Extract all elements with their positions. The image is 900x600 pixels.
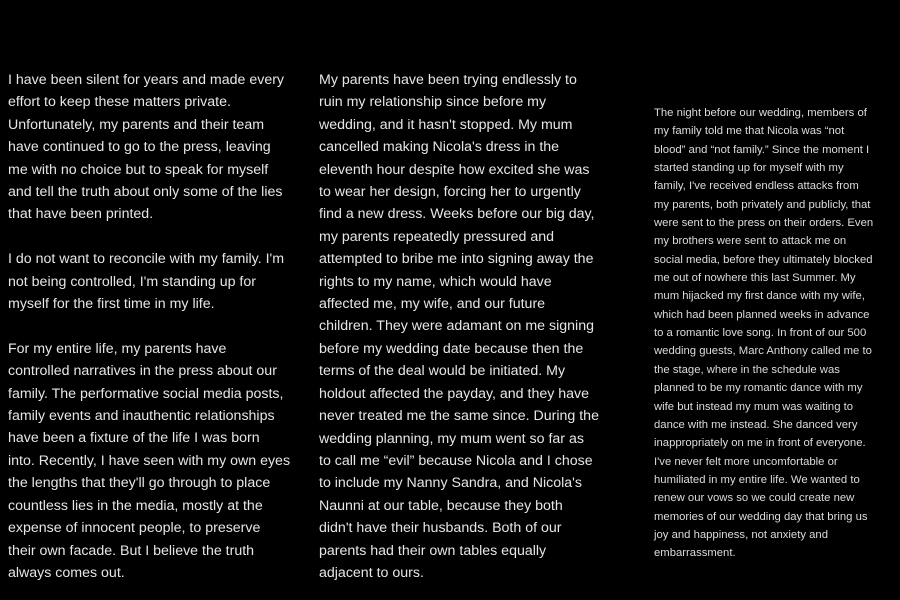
statement-column-left [8, 69, 304, 584]
paragraph-narratives: For my entire life, my parents have controlled narratives in the press about our family. The performative social media posts, family events and inauthentic relationships have been a fixture of the life I was born into. Recently, I have seen with my own eyes the lengths that they'll go through to place countless lies in the media, mostly at the expense of innocent people, to preserve their own facade. But I believe the truth always comes out. [8, 340, 291, 581]
statement-column-middle [319, 69, 619, 584]
paragraph-wedding: My parents have been trying endlessly to ruin my relationship since before my wedding, and it hasn't stopped. My mum cancelled making Nicola's dress in the eleventh hour despite how excited she was to wear her design, forcing her to urgently find a new dress. Weeks before our big day, my parents repeatedly pressured and attempted to bribe me into signing away the rights to my name, which would have affected me, my wife, and our future children. They were adamant on me signing before my wedding date because then the terms of the deal would be initiated. My holdout affected the payday, and they have never treated me the same since. During the wedding planning, my mum went so far as to call me “evil” because Nicola and I chose to include my Nanny Sandra, and Nicola's Naunni at our table, because they both didn't have their husbands. Both of our parents had their own tables equally adjacent to ours. [319, 72, 599, 581]
statement-column-right [654, 104, 896, 563]
paragraph-silence: I have been silent for years and made every effort to keep these matters private. Unfortunately, my parents and their team have continued to go to the press, leaving me with no choice but to speak for myself and tell the truth about only some of the lies that have been printed. [8, 72, 285, 223]
paragraph-reconcile: I do not want to reconcile with my family. I'm not being controlled, I'm standing up for myself for the first time in my life. [8, 251, 285, 313]
paragraph-first-dance: The night before our wedding, members of my family told me that Nicola was “not blood” and “not family.” Since the moment I started standing up for myself with my family, I've received endless attacks from my parents, both privately and publicly, that were sent to the press on their orders. Even my brothers were sent to attack me on social media, before they ultimately blocked me out of nowhere this last Summer. My mum hijacked my first dance with my wife, which had been planned weeks in advance to a romantic love song. In front of our 500 wedding guests, Marc Anthony called me to the stage, where in the schedule was planned to be my romantic dance with my wife but instead my mum was waiting to dance with me instead. She danced very inappropriately on me in front of everyone. I've never felt more uncomfortable or humiliated in my entire life. We wanted to renew our vows so we could create new memories of our wedding day that bring us joy and happiness, not anxiety and embarrassment. [654, 107, 874, 560]
